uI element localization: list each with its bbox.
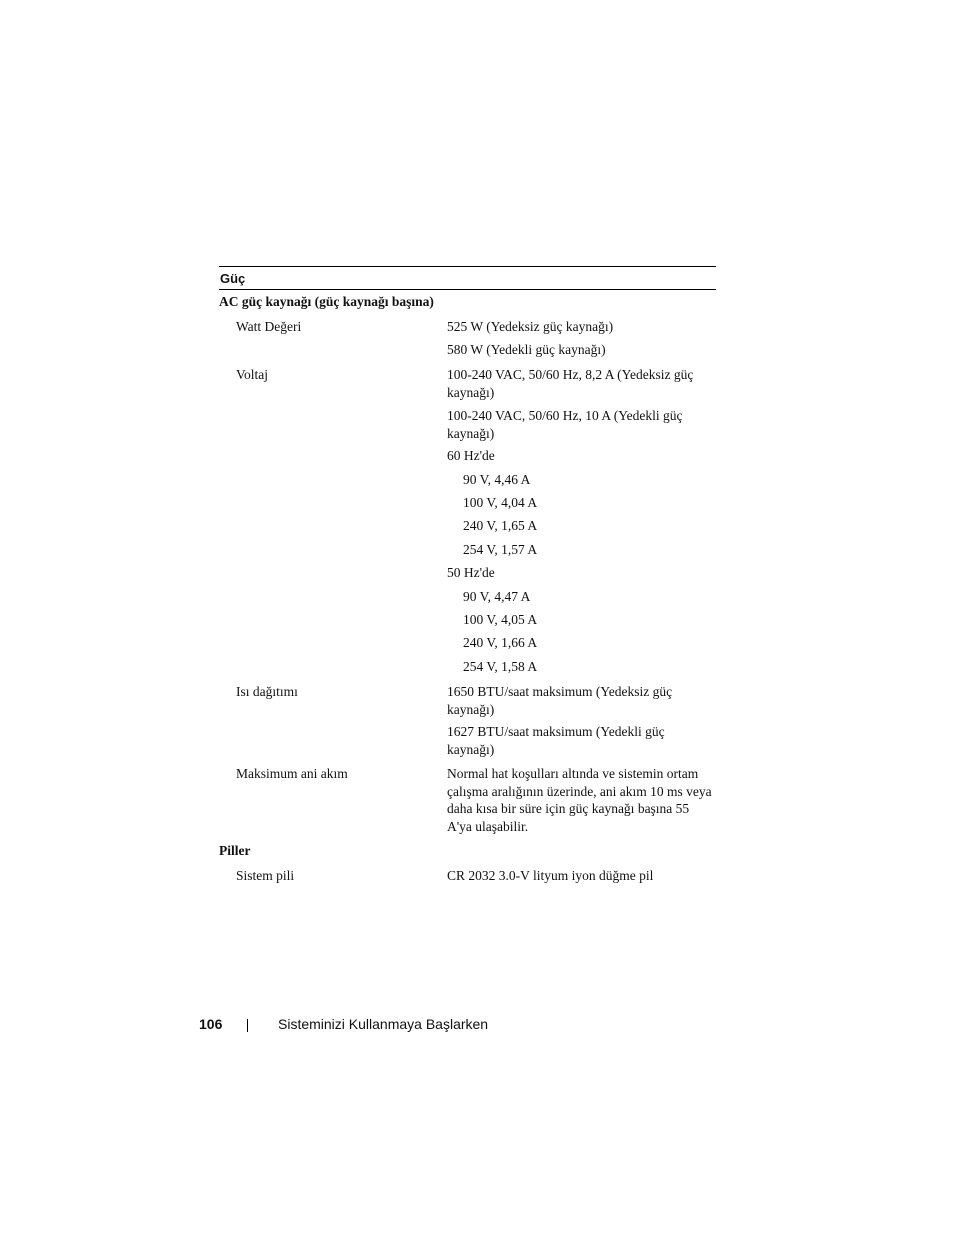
row-value: 240 V, 1,65 A	[463, 518, 538, 533]
row-value: 50 Hz'de	[447, 565, 495, 580]
row-value: 60 Hz'de	[447, 448, 495, 463]
row-label-max-inrush-current: Maksimum ani akım	[236, 766, 348, 781]
page-number: 106	[199, 1016, 223, 1032]
row-value: 100 V, 4,04 A	[463, 495, 538, 510]
row-label-wattage: Watt Değeri	[236, 319, 302, 334]
row-label-voltage: Voltaj	[236, 367, 269, 382]
row-value: 254 V, 1,58 A	[463, 659, 538, 674]
footer-separator	[247, 1019, 248, 1032]
row-value: 1650 BTU/saat maksimum (Yedeksiz güç kaynağı)	[447, 684, 673, 717]
section-heading-ac-power: AC güç kaynağı (güç kaynağı başına)	[219, 294, 434, 309]
row-value: 90 V, 4,47 A	[463, 589, 531, 604]
row-value: 525 W (Yedeksiz güç kaynağı)	[447, 319, 614, 334]
footer-title: Sisteminizi Kullanmaya Başlarken	[278, 1016, 489, 1032]
spec-table	[219, 266, 716, 290]
section-heading-batteries: Piller	[219, 843, 251, 858]
row-value: CR 2032 3.0-V lityum iyon düğme pil	[447, 868, 654, 883]
row-value: 1627 BTU/saat maksimum (Yedekli güç kaynağı)	[447, 724, 665, 757]
table-title: Güç	[219, 266, 716, 290]
row-value: 90 V, 4,46 A	[463, 472, 531, 487]
row-label-system-battery: Sistem pili	[236, 868, 295, 883]
row-label-heat-dissipation: Isı dağıtımı	[236, 684, 298, 699]
row-value: 240 V, 1,66 A	[463, 635, 538, 650]
row-value: 580 W (Yedekli güç kaynağı)	[447, 342, 606, 357]
row-value: 100 V, 4,05 A	[463, 612, 538, 627]
row-value: Normal hat koşulları altında ve sistemin ortam çalışma aralığının üzerinde, ani akım 10 ms veya daha kısa bir süre için güç kaynağı başına 55 A'ya ulaşabilir.	[447, 766, 712, 834]
row-value: 100-240 VAC, 50/60 Hz, 8,2 A (Yedeksiz güç kaynağı)	[447, 367, 694, 400]
row-value: 254 V, 1,57 A	[463, 542, 538, 557]
row-value: 100-240 VAC, 50/60 Hz, 10 A (Yedekli güç kaynağı)	[447, 408, 683, 441]
